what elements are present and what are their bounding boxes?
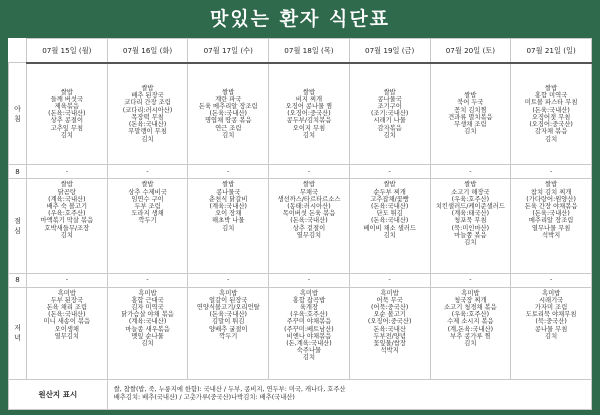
menu-item: 쌀밥 xyxy=(383,181,396,189)
meal-label-char: 8 xyxy=(15,276,20,285)
menu-item: (돈,계육:국내산) xyxy=(286,340,332,348)
menu-item: 배추 된장국 xyxy=(131,92,164,100)
menu-item: 쌀밥 xyxy=(60,181,73,189)
menu-item: 흑미밥 xyxy=(461,289,480,297)
menu-item: 해초박 나물 xyxy=(212,217,245,225)
menu-item: 비엔나 야채볶음 xyxy=(286,332,332,340)
menu-item: 시래기국 xyxy=(538,296,564,304)
day-header-row xyxy=(9,39,592,63)
menu-item: 쌀밥 xyxy=(141,85,154,93)
menu-item: 김치 xyxy=(302,131,316,139)
menu-cell xyxy=(430,287,511,379)
menu-cell xyxy=(349,273,430,287)
menu-cell xyxy=(511,165,592,179)
menu-item: - xyxy=(307,168,311,176)
menu-item: 오이생채 xyxy=(54,325,80,333)
menu-cell xyxy=(107,287,188,379)
menu-item: 어묵 무국 xyxy=(376,296,403,304)
menu-item: 소고기 해장국 xyxy=(451,188,490,196)
menu-item: 홍합 잡곡밥 xyxy=(292,296,326,304)
menu-item: 숙주나물 xyxy=(296,347,322,355)
menu-item: 오순 볼고기 xyxy=(373,311,406,319)
menu-item: 무채국 xyxy=(299,188,319,196)
menu-item: 멧잎 순나물 xyxy=(131,332,164,340)
menu-cell xyxy=(349,287,430,379)
day-header: 07월 16일 (화) xyxy=(107,39,188,63)
menu-item: 목장떡 무침 xyxy=(131,113,164,121)
menu-item: 베이비 채소 샐러드 xyxy=(363,224,416,232)
menu-item: 닭곰탕 xyxy=(57,188,76,196)
origin-text xyxy=(107,379,591,409)
menu-item: 흑미밥 xyxy=(138,289,157,297)
menu-item: 부추 콩가루 찜 xyxy=(450,332,491,340)
day-header: 07월 21일 (일) xyxy=(511,39,592,63)
menu-cell xyxy=(430,63,511,165)
menu-item: (코다리:러시아산) xyxy=(122,106,173,114)
menu-item: 김치 xyxy=(222,131,235,139)
menu-item: 무말랭이 무침 xyxy=(128,128,167,136)
menu-item: - xyxy=(549,168,553,176)
menu-item: 비지 찌개 xyxy=(295,95,323,103)
page-title: 맛있는 환자 식단표 xyxy=(209,8,391,30)
menu-item: (오징어:중국산) xyxy=(287,110,331,118)
menu-item: (조기:국내산) xyxy=(370,110,409,118)
menu-item: (오징어:중국산) xyxy=(529,121,573,129)
menu-item: - xyxy=(549,276,553,284)
menu-table xyxy=(8,38,592,410)
menu-item: 돈육:국내산 xyxy=(373,325,406,333)
menu-item: 김치 xyxy=(60,131,73,139)
origin-row xyxy=(9,379,592,409)
menu-item: (우육:호주산) xyxy=(451,195,490,203)
menu-item: 감자볶음 xyxy=(377,124,402,132)
menu-item: (계,돈육:국내산) xyxy=(447,325,494,333)
menu-item: 깍두기 xyxy=(138,217,157,225)
day-header: 07월 19일 (금) xyxy=(349,39,430,63)
menu-item: 콩나물국 xyxy=(216,188,241,196)
menu-cell xyxy=(269,273,350,287)
snack-row-2 xyxy=(9,273,592,287)
menu-item: 김치 xyxy=(464,238,477,246)
menu-cell xyxy=(349,165,430,179)
menu-item: (돈육:국내산) xyxy=(370,217,409,225)
menu-item: (계육:국내산) xyxy=(48,195,86,203)
origin-label: 원산지 표시 xyxy=(9,379,108,409)
menu-item: (동태:러시아산) xyxy=(287,202,331,210)
menu-item: (계육:태국산) xyxy=(451,210,490,218)
menu-item: 오이지 무침 xyxy=(292,124,326,132)
meal-label-char: 저 xyxy=(14,324,21,333)
menu-item: 돈육 메추리알 장조림 xyxy=(198,103,258,111)
menu-item: 도토리묵 야채무침 xyxy=(525,311,577,319)
menu-item: - xyxy=(65,276,68,284)
menu-item: 들깨 버섯국 xyxy=(50,95,84,103)
menu-cell xyxy=(188,165,269,179)
menu-item: 열무김치 xyxy=(296,231,322,239)
menu-item: 고추잡채/꽃빵 xyxy=(370,195,409,203)
menu-item: 닭가슴살 야채 볶음 xyxy=(121,311,174,319)
menu-item: 쌀밥 xyxy=(222,88,235,96)
menu-item: 미니 새송이 볶음 xyxy=(43,318,91,326)
menu-item: 두부전/양념 xyxy=(373,332,406,340)
menu-item: 오징어 콩나물 찜 xyxy=(285,103,333,111)
menu-item: 꽃잎물/쌈장 xyxy=(373,340,406,348)
menu-item: 김자 미역국 xyxy=(131,304,164,312)
origin-line: 쌀, 찹쌀(밥, 죽, 누룽지에 한함): 국내산 / 두부, 콩비지, 연두부: 미국, 캐나다, 호주산 xyxy=(113,386,346,394)
menu-item: (어묵:중국산) xyxy=(370,304,409,312)
menu-item: 석박지 xyxy=(380,347,399,355)
menu-cell xyxy=(430,165,511,179)
menu-item: 흑미밥 xyxy=(299,289,319,297)
day-header: 07월 17일 (수) xyxy=(188,39,269,63)
menu-item: 상추 콩절이 xyxy=(50,117,84,125)
menu-cell xyxy=(188,273,269,287)
meal-label-char: 침 xyxy=(14,114,21,123)
menu-item: (우육:호주산) xyxy=(451,311,490,319)
menu-item: 미트볼 파스타 무침 xyxy=(524,99,578,107)
menu-item: - xyxy=(146,168,149,176)
menu-item: 청국장 찌개 xyxy=(454,296,487,304)
menu-item: 참치 김치 찌개 xyxy=(530,188,572,196)
menu-item: 양배추 굴절이 xyxy=(209,325,248,333)
menu-item: - xyxy=(469,276,472,284)
menu-item: 상추 수제비국 xyxy=(128,188,167,196)
menu-item: (돈육:국내산) xyxy=(48,110,86,118)
menu-item: 마액볶기 막살 볶음 xyxy=(40,217,94,225)
day-header: 07월 15일 (월) xyxy=(27,39,108,63)
menu-item: 연양식볼고기/오리언탈 xyxy=(196,304,260,312)
menu-item: 흑미밥 xyxy=(219,289,238,297)
menu-item: 오이 장채 xyxy=(215,210,242,218)
menu-item: 흑미밥 xyxy=(57,289,76,297)
menu-item: 마늘종 새우볶음 xyxy=(125,325,170,333)
menu-item: 계란 파국 xyxy=(215,95,242,103)
menu-cell xyxy=(349,63,430,165)
menu-item: 조기구이 xyxy=(377,103,402,111)
menu-cell xyxy=(511,179,592,273)
menu-board xyxy=(8,38,592,410)
menu-cell xyxy=(511,273,592,287)
menu-item: 견과류 멸치볶음 xyxy=(448,113,493,121)
menu-item: (우육:호주산) xyxy=(290,311,328,319)
menu-cell xyxy=(27,273,108,287)
day-header: 07월 20일 (토) xyxy=(430,39,511,63)
meal-label-char: 아 xyxy=(14,104,21,113)
menu-item: (돈육:국내산) xyxy=(128,121,167,129)
menu-cell xyxy=(430,179,511,273)
menu-item: 오징어젓 무침 xyxy=(531,113,571,121)
menu-cell xyxy=(27,165,108,179)
menu-cell xyxy=(188,63,269,165)
menu-item: 북어 두국 xyxy=(457,99,484,107)
menu-item: - xyxy=(388,168,391,176)
menu-item: 콩나물국 xyxy=(377,95,402,103)
menu-item: 가자미 조림 xyxy=(534,304,568,312)
menu-item: 열무김치 xyxy=(54,332,80,340)
menu-item: 쌀밥 xyxy=(464,92,477,100)
meal-label xyxy=(9,287,27,379)
menu-item: 제육볶음 xyxy=(54,103,80,111)
menu-item: 홍합 근대국 xyxy=(131,296,164,304)
menu-item: 쌀밥 xyxy=(545,181,558,189)
menu-item: 김치 xyxy=(545,332,558,340)
menu-item: - xyxy=(227,276,230,284)
meal-label-char: 녁 xyxy=(14,334,21,343)
menu-cell xyxy=(107,273,188,287)
menu-item: 김치 xyxy=(545,135,558,143)
menu-item: 흑미밥 xyxy=(380,289,399,297)
meal-label xyxy=(9,165,27,179)
menu-item: 흑미밥 xyxy=(541,289,561,297)
menu-cell xyxy=(511,63,592,165)
menu-item: 김치 xyxy=(302,354,316,362)
meal-label-char: 점 xyxy=(14,216,21,225)
menu-item: 쌀밥 xyxy=(222,181,235,189)
meal-label-char: 8 xyxy=(15,167,20,176)
menu-item: 열무나물 무침 xyxy=(531,224,571,232)
menu-item: - xyxy=(146,276,149,284)
menu-item: 마늘쫑 볶음 xyxy=(454,231,487,239)
menu-item: 쌀밥 xyxy=(141,181,154,189)
menu-cell xyxy=(107,165,188,179)
meal-label xyxy=(9,63,27,165)
dinner-row xyxy=(9,287,592,379)
menu-item: 임연수 구이 xyxy=(131,195,164,203)
corner-cell xyxy=(9,39,27,63)
menu-item: 쌀밥 xyxy=(302,181,316,189)
menu-cell xyxy=(269,165,350,179)
menu-item: 고추잎 무침 xyxy=(50,124,84,132)
menu-item: 청포묵 무침 xyxy=(454,217,487,225)
menu-item: 김치 xyxy=(383,131,396,139)
menu-item: 메추리알 장조림 xyxy=(528,217,574,225)
menu-item: 단도 튀김 xyxy=(376,210,403,218)
meal-label xyxy=(9,179,27,273)
menu-item: 김치 xyxy=(464,340,477,348)
snack-row-1 xyxy=(9,165,592,179)
day-header: 07월 18일 (목) xyxy=(269,39,350,63)
menu-item: - xyxy=(469,168,472,176)
menu-item: 콩나물 무침 xyxy=(534,325,568,333)
menu-item: 쌀밥 xyxy=(60,88,73,96)
menu-cell xyxy=(188,179,269,273)
origin-line: 배추김치: 배추(국내산) / 고춧가루(중국산)나박김치: 배추(국내산) xyxy=(113,394,295,402)
menu-item: (주꾸미:베트남산) xyxy=(284,325,334,333)
menu-item: 쌀밥 xyxy=(545,85,558,93)
menu-item: (묵:중국산) xyxy=(535,318,567,326)
menu-item: 수제 소시지 볶음 xyxy=(447,318,494,326)
menu-item: 김치 xyxy=(222,224,235,232)
menu-item: 돈육 채리 조림 xyxy=(46,304,88,312)
menu-item: 꽁치 김치찜 xyxy=(454,106,487,114)
menu-item: (돈육:국내산) xyxy=(532,210,570,218)
menu-item: 육개장 xyxy=(299,304,319,312)
menu-item: - xyxy=(227,168,230,176)
menu-item: 연근 조림 xyxy=(215,124,242,132)
menu-item: 호박새들무/조장 xyxy=(44,224,90,232)
menu-cell xyxy=(269,63,350,165)
menu-item: 상추 겉절이 xyxy=(292,224,326,232)
menu-item: 쌀밥 xyxy=(383,88,396,96)
menu-item: 도라지 생채 xyxy=(131,210,164,218)
menu-item: (묵:미인마산) xyxy=(451,224,490,232)
menu-item: 두부 된장국 xyxy=(50,296,84,304)
menu-item: 김치 xyxy=(464,128,477,136)
menu-item: 깍두기 xyxy=(219,332,238,340)
menu-item: 명엽채 땅콩 볶음 xyxy=(204,117,252,125)
menu-item: 쌀밥 xyxy=(464,181,477,189)
menu-item: 시래기 나물 xyxy=(373,117,406,125)
menu-item: (오징어:중국산) xyxy=(367,318,412,326)
menu-item: 코다리 간장 조림 xyxy=(124,99,171,107)
menu-cell xyxy=(27,63,108,165)
menu-item: 석박지 xyxy=(541,231,561,239)
menu-item: 치킨샐러드/케이준샐러드 xyxy=(435,202,505,210)
menu-item: (우육:호주산) xyxy=(48,210,86,218)
meal-label xyxy=(9,273,27,287)
menu-cell xyxy=(27,179,108,273)
menu-item: 김말이 튀김 xyxy=(212,318,245,326)
menu-item: 소고기 청경채 볶음 xyxy=(444,304,497,312)
menu-item: 무생채 조림 xyxy=(454,121,487,129)
lunch-row xyxy=(9,179,592,273)
menu-item: (돈육:국내산) xyxy=(290,217,328,225)
menu-cell xyxy=(430,273,511,287)
menu-cell xyxy=(269,179,350,273)
menu-item: 김치 xyxy=(141,135,154,143)
menu-cell xyxy=(188,287,269,379)
menu-item: 김치 xyxy=(383,231,396,239)
menu-cell xyxy=(349,179,430,273)
menu-item: (돈육:국내산) xyxy=(209,311,247,319)
menu-item: - xyxy=(307,276,311,284)
menu-item: 홍합 미역국 xyxy=(534,92,568,100)
menu-item: 두부 조림 xyxy=(134,202,161,210)
menu-item: 생선까스/타르타르소스 xyxy=(277,195,341,203)
menu-cell xyxy=(269,287,350,379)
menu-item: (돈육:국내산) xyxy=(48,311,86,319)
menu-item: 돈육 간장 야채볶음 xyxy=(524,202,578,210)
menu-item: - xyxy=(388,276,391,284)
menu-item: 쌀밥 xyxy=(302,88,316,96)
menu-cell xyxy=(107,63,188,165)
menu-item: (가다랑어:원양산) xyxy=(526,195,576,203)
menu-item: (계육:국내산) xyxy=(209,202,247,210)
menu-item: 목이버섯 돈육 볶음 xyxy=(282,210,336,218)
menu-item: 춘천식 닭갈비 xyxy=(209,195,248,203)
breakfast-row xyxy=(9,63,592,165)
menu-item: 김치 xyxy=(60,231,73,239)
menu-item: 김치 xyxy=(141,340,154,348)
menu-item: 순두부 찌개 xyxy=(373,188,406,196)
menu-item: (계육:국내산) xyxy=(128,318,167,326)
menu-item: 주꾸미 야채볶음 xyxy=(286,318,332,326)
menu-cell xyxy=(511,287,592,379)
menu-cell xyxy=(27,287,108,379)
menu-item: - xyxy=(65,168,68,176)
menu-item: 콩두부/김치볶음 xyxy=(286,117,332,125)
menu-item: (돈육:국내산) xyxy=(532,106,570,114)
meal-label-char: 심 xyxy=(14,226,21,235)
menu-item: (돈육:국내산) xyxy=(209,110,247,118)
menu-item: 얼갈이 된장국 xyxy=(209,296,248,304)
menu-item: 감자채 볶음 xyxy=(534,128,568,136)
menu-cell xyxy=(107,179,188,273)
menu-item: (돈육:국내산) xyxy=(370,202,409,210)
menu-item: 배추 숙 볼고기 xyxy=(46,202,88,210)
